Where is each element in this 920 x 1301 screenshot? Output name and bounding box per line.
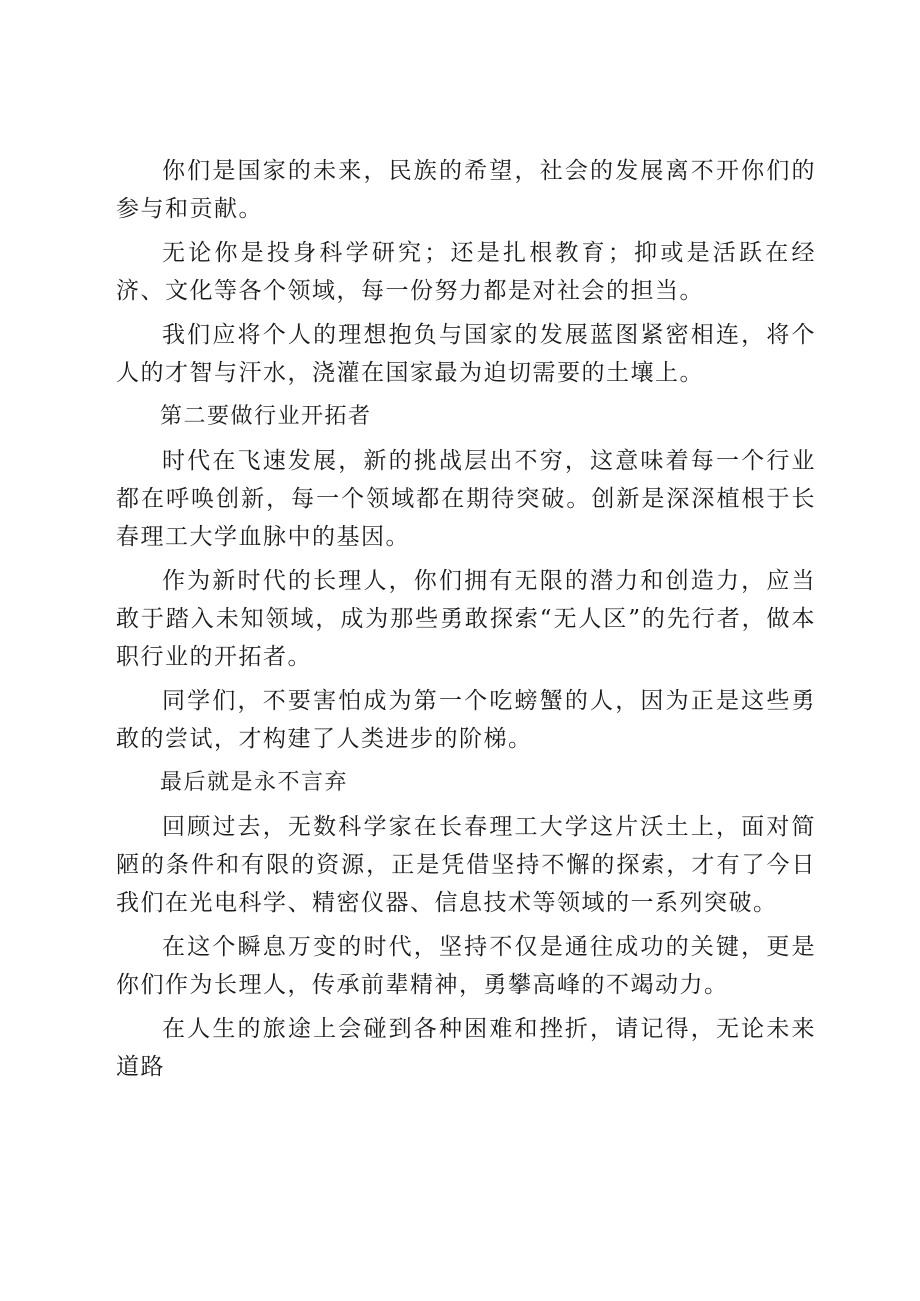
paragraph-6: 同学们，不要害怕成为第一个吃螃蟹的人，因为正是这些勇敢的尝试，才构建了人类进步的阶梯。 bbox=[116, 688, 816, 752]
paragraph-4: 时代在飞速发展，新的挑战层出不穷，这意味着每一个行业都在呼唤创新，每一个领域都在期待突破。创新是深深植根于长春理工大学血脉中的基因。 bbox=[116, 448, 816, 550]
document-body bbox=[116, 152, 816, 1092]
paragraph-8: 在这个瞬息万变的时代，坚持不仅是通往成功的关键，更是你们作为长理人，传承前辈精神，勇攀高峰的不竭动力。 bbox=[116, 934, 816, 998]
paragraph-9: 在人生的旅途上会碰到各种困难和挫折，请记得，无论未来道路 bbox=[116, 1016, 816, 1080]
paragraph-2: 无论你是投身科学研究；还是扎根教育；抑或是活跃在经济、文化等各个领域，每一份努力都是对社会的担当。 bbox=[116, 240, 816, 304]
section-heading-3: 最后就是永不言弃 bbox=[160, 770, 349, 795]
paragraph-1: 你们是国家的未来，民族的希望，社会的发展离不开你们的参与和贡献。 bbox=[116, 158, 816, 222]
paragraph-5: 作为新时代的长理人，你们拥有无限的潜力和创造力，应当敢于踏入未知领域，成为那些勇敢探索“无人区”的先行者，做本职行业的开拓者。 bbox=[116, 568, 816, 670]
paragraph-3: 我们应将个人的理想抱负与国家的发展蓝图紧密相连，将个人的才智与汗水，浇灌在国家最为迫切需要的土壤上。 bbox=[116, 322, 816, 386]
section-heading-2: 第二要做行业开拓者 bbox=[160, 404, 372, 429]
paragraph-7: 回顾过去，无数科学家在长春理工大学这片沃土上，面对简陋的条件和有限的资源，正是凭借坚持不懈的探索，才有了今日我们在光电科学、精密仪器、信息技术等领域的一系列突破。 bbox=[116, 814, 816, 916]
